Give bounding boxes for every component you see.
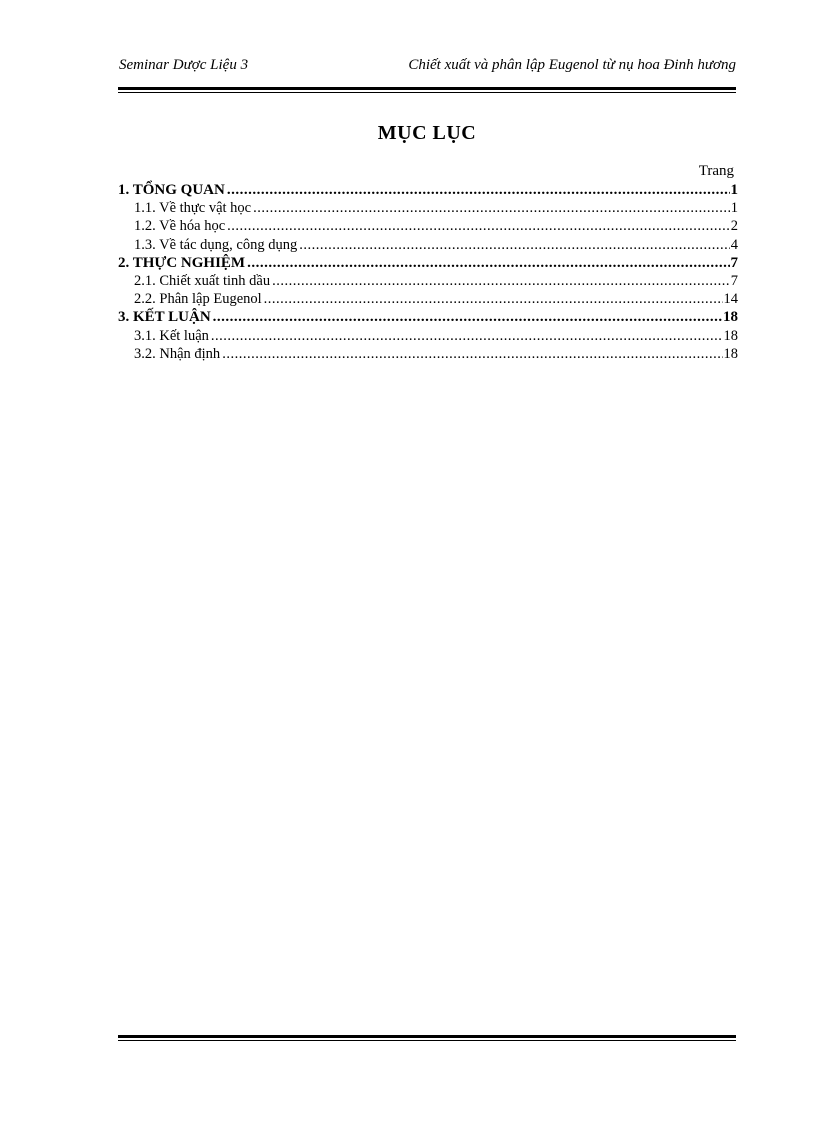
toc-entry-page: 7 [730, 272, 738, 289]
toc-entry[interactable] [118, 290, 738, 308]
page-header [118, 57, 736, 77]
toc-leader-dots [211, 327, 723, 345]
toc-entry-page: 7 [730, 254, 738, 271]
toc-leader-dots [272, 272, 730, 290]
header-right-text: Chiết xuất và phân lập Eugenol từ nụ hoa Đinh hương [408, 57, 736, 73]
toc-entry[interactable] [118, 199, 738, 217]
toc-entry[interactable] [118, 345, 738, 363]
toc-entry-page: 18 [723, 345, 738, 362]
toc-entry-label: 3. KẾT LUẬN [118, 309, 211, 326]
toc-entry-label: 2.1. Chiết xuất tinh dầu [134, 272, 271, 289]
toc-leader-dots [247, 254, 729, 272]
toc-leader-dots [227, 181, 730, 199]
toc-leader-dots [227, 217, 730, 235]
toc-entry-label: 1.2. Về hóa học [134, 218, 226, 235]
toc-entry-label: 2. THỰC NGHIỆM [118, 254, 246, 271]
page-title: MỤC LỤC [377, 122, 477, 144]
toc-entry-page: 18 [723, 327, 738, 344]
toc-entry[interactable] [118, 181, 738, 199]
document-page [118, 0, 736, 1123]
toc-leader-dots [299, 236, 730, 254]
toc-entry[interactable] [118, 254, 738, 272]
toc-entry-label: 2.2. Phân lập Eugenol [134, 291, 262, 308]
header-left-text: Seminar Dược Liệu 3 [119, 57, 249, 73]
toc-entry-page: 18 [723, 309, 738, 326]
toc-entry[interactable] [118, 327, 738, 345]
toc-entry-label: 3.2. Nhận định [134, 345, 221, 362]
toc-leader-dots [253, 199, 730, 217]
toc-entry-page: 1 [730, 182, 738, 198]
toc-entry-label: 1. TỔNG QUAN [118, 182, 225, 198]
toc-entry[interactable] [118, 272, 738, 290]
toc-entry[interactable] [118, 217, 738, 235]
toc-entry[interactable] [118, 236, 738, 254]
toc-entry[interactable] [118, 308, 738, 326]
toc-entry-label: 3.1. Kết luận [134, 327, 209, 344]
toc-entry-label: 1.1. Về thực vật học [134, 200, 252, 217]
toc-leader-dots [222, 345, 722, 363]
toc-leader-dots [213, 308, 722, 326]
toc-leader-dots [264, 290, 723, 308]
table-of-contents [118, 181, 738, 363]
page-column-label: Trang [698, 163, 734, 179]
toc-entry-page: 2 [730, 218, 738, 235]
toc-entry-page: 1 [730, 200, 738, 217]
header-rule [118, 87, 736, 93]
footer-rule [118, 1035, 736, 1041]
toc-entry-label: 1.3. Về tác dụng, công dụng [134, 236, 298, 253]
toc-entry-page: 14 [723, 291, 738, 308]
toc-entry-page: 4 [730, 236, 738, 253]
